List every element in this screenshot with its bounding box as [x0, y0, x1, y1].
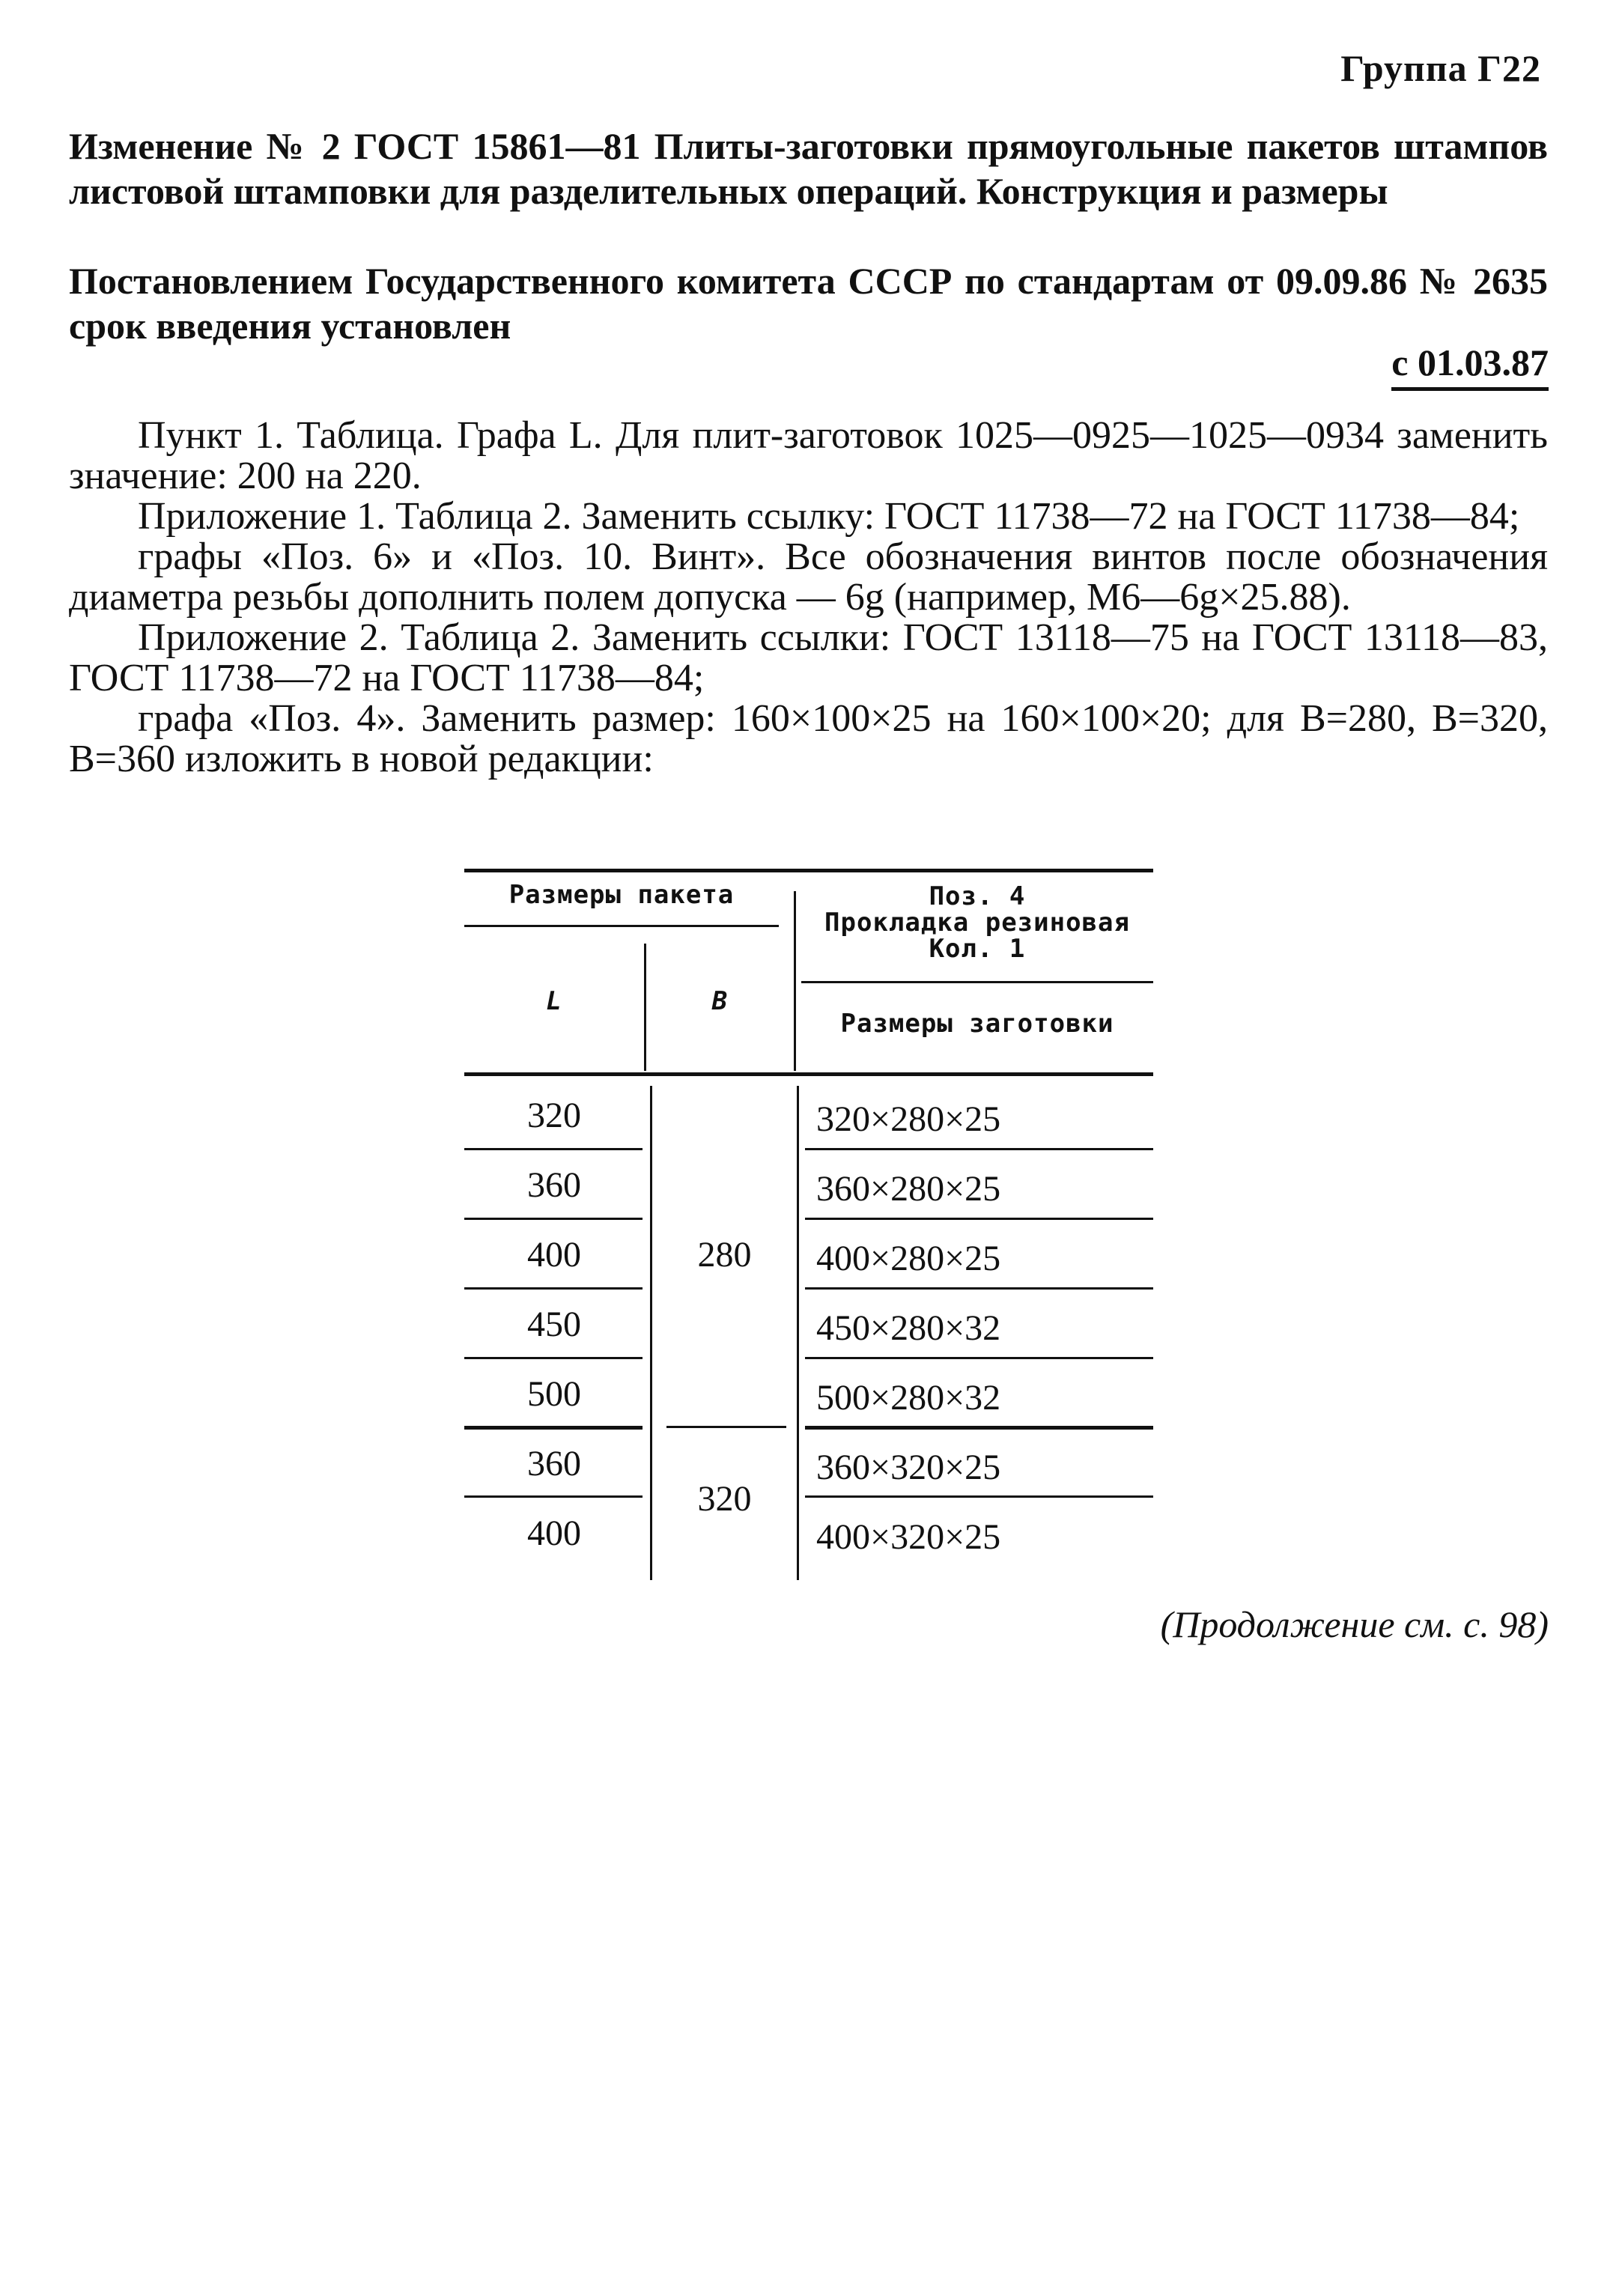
decree-text: Постановлением Государственного комитета СССР по стандартам от 09.09.86 № 2635 срок введения установлен: [69, 260, 1548, 347]
header-qty: Кол. 1: [929, 934, 1026, 964]
change-body: [69, 416, 1548, 780]
header-col-l: L: [546, 986, 562, 1016]
table-cell-b: 320: [697, 1479, 752, 1519]
table-cell-l: 360: [527, 1444, 581, 1483]
paragraph-1: Пункт 1. Таблица. Графа L. Для плит-заготовок 1025—0925—1025—0934 заменить значение: 200 на 220.: [69, 414, 1548, 497]
table-cell-l: 360: [527, 1165, 581, 1205]
row-rule: [464, 1287, 643, 1290]
group-rule: [666, 1426, 786, 1428]
paragraph-2: Приложение 1. Таблица 2. Заменить ссылку: ГОСТ 11738—72 на ГОСТ 11738—84;: [138, 495, 1520, 538]
paragraph-5: графа «Поз. 4». Заменить размер: 160×100×25 на 160×100×20; для B=280, B=320, B=360 изложить в новой редакции:: [69, 697, 1548, 780]
row-rule: [805, 1218, 1153, 1220]
header-pos: Поз. 4: [929, 881, 1026, 911]
header-rule-qty: [801, 981, 1153, 983]
row-rule: [464, 1218, 643, 1220]
row-rule: [464, 1495, 643, 1498]
header-rule-package: [464, 925, 779, 927]
table-cell-size: 360×320×25: [816, 1448, 1001, 1487]
table-cell-l: 450: [527, 1305, 581, 1344]
group-rule: [805, 1426, 1153, 1430]
table-cell-size: 450×280×32: [816, 1308, 1001, 1348]
row-rule: [805, 1357, 1153, 1359]
header-package-sizes: Размеры пакета: [508, 880, 735, 910]
row-rule: [805, 1287, 1153, 1290]
table-cell-size: 320×280×25: [816, 1099, 1001, 1139]
table-cell-size: 360×280×25: [816, 1169, 1001, 1209]
group-label: Группа Г22: [1340, 47, 1541, 89]
table-cell-b: 280: [697, 1235, 752, 1275]
table-cell-size: 500×280×32: [816, 1378, 1001, 1418]
table-cell-l: 400: [527, 1235, 581, 1275]
table-cell-size: 400×280×25: [816, 1239, 1001, 1278]
row-rule: [464, 1148, 643, 1150]
header-col-b: B: [711, 986, 729, 1016]
change-title: Изменение № 2 ГОСТ 15861—81 Плиты-заготовки прямоугольные пакетов штампов листовой штамповки для разделительных операций. Конструкция и размеры: [69, 125, 1548, 212]
header-blank-sizes: Размеры заготовки: [840, 1009, 1114, 1039]
header-divider-main: [794, 891, 796, 1071]
body-divider-main: [797, 1086, 799, 1580]
row-rule: [805, 1495, 1153, 1498]
gasket-size-table: [464, 869, 1153, 1588]
paragraph-4: Приложение 2. Таблица 2. Заменить ссылки: ГОСТ 13118—75 на ГОСТ 13118—83, ГОСТ 11738—72 на ГОСТ 11738—84;: [69, 616, 1548, 699]
row-rule: [464, 1357, 643, 1359]
effective-date: с 01.03.87: [1391, 341, 1549, 391]
table-cell-l: 320: [527, 1096, 581, 1135]
table-cell-l: 400: [527, 1513, 581, 1553]
row-rule: [805, 1148, 1153, 1150]
header-item: Прокладка резиновая: [824, 908, 1130, 938]
continuation-note: (Продолжение см. с. 98): [1160, 1603, 1549, 1645]
table-top-rule: [464, 869, 1153, 872]
paragraph-3: графы «Поз. 6» и «Поз. 10. Винт». Все обозначения винтов после обозначения диаметра резьбы дополнить полем допуска — 6g (например, М6—6g×25.88).: [69, 535, 1548, 619]
header-bottom-rule: [464, 1072, 1153, 1076]
table-cell-l: 500: [527, 1374, 581, 1414]
table-cell-size: 400×320×25: [816, 1517, 1001, 1557]
group-rule: [464, 1426, 643, 1430]
